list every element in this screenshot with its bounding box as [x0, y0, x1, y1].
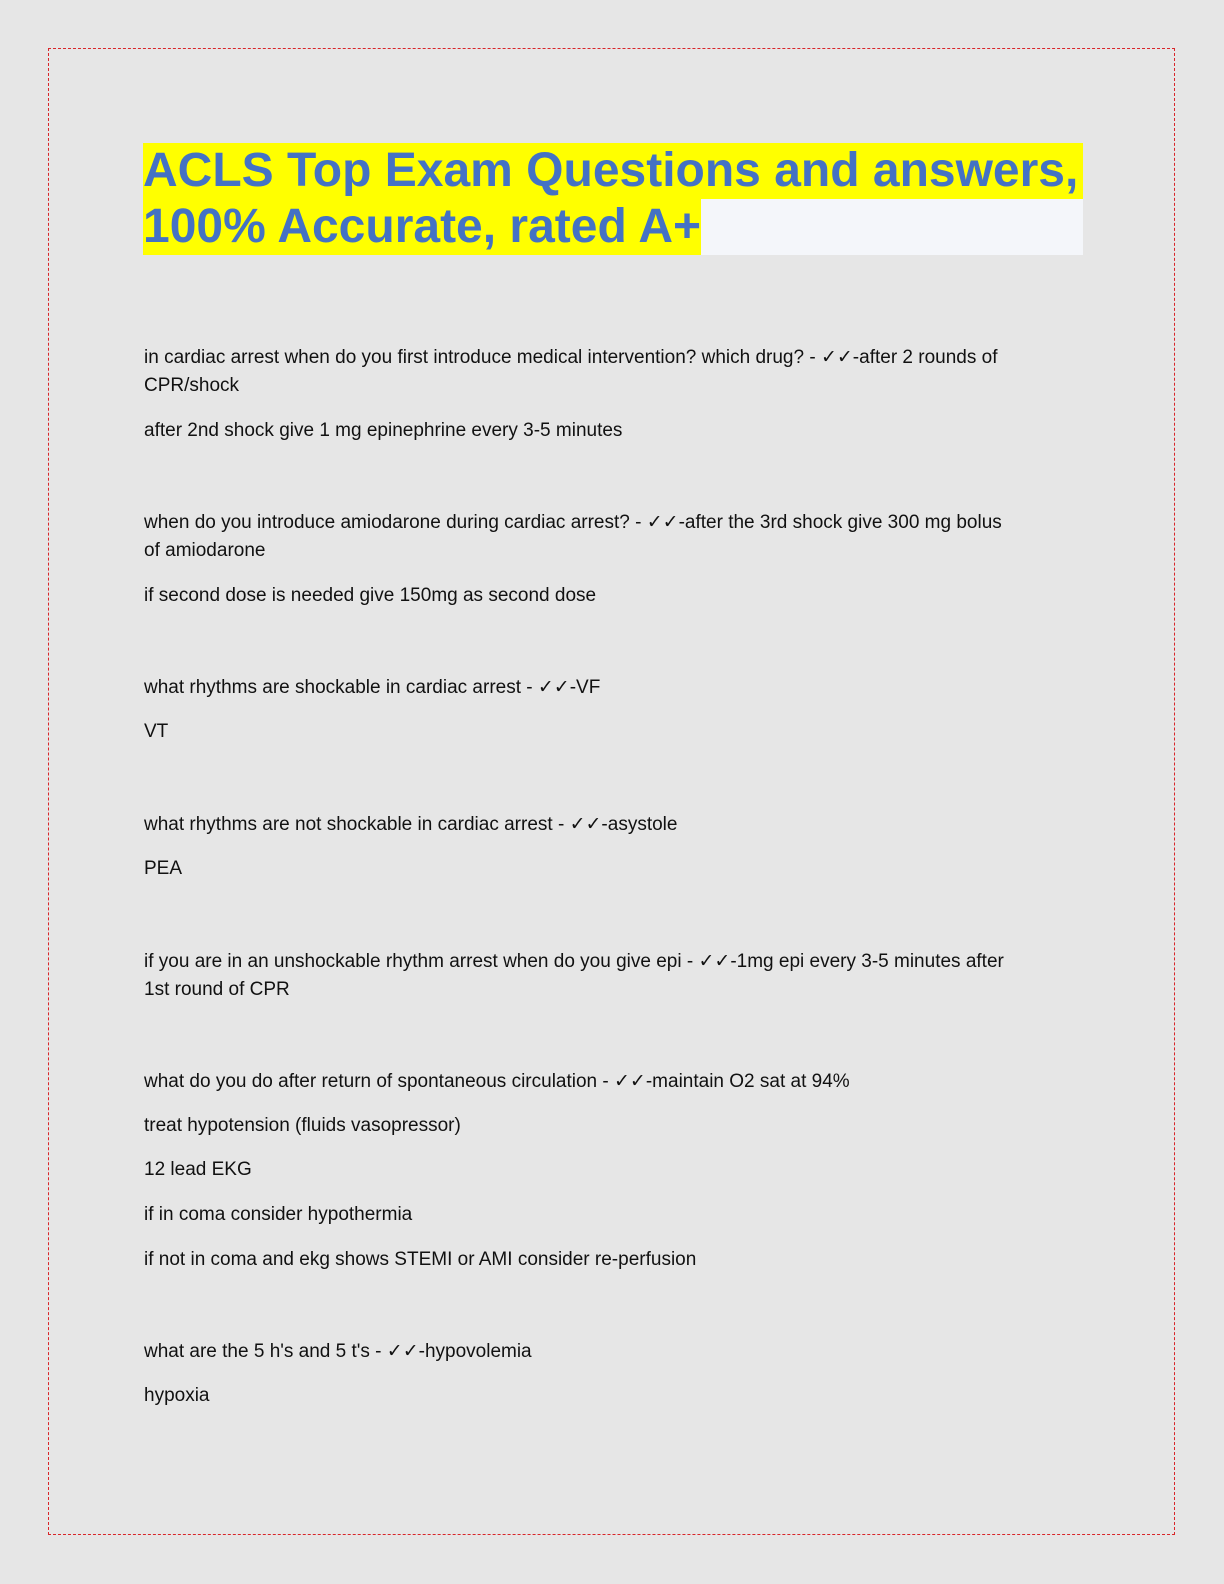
question-line: what rhythms are not shockable in cardiac arrest - ✓✓-asystole	[144, 813, 678, 835]
double-check-icon: ✓✓	[646, 511, 679, 533]
question-line: in cardiac arrest when do you first introduce medical intervention? which drug? - ✓✓-after 2 rounds of	[144, 346, 998, 368]
answer-line: if second dose is needed give 150mg as second dose	[144, 585, 597, 606]
answer-wrap-line: CPR/shock	[144, 375, 240, 396]
answer-line: if in coma consider hypothermia	[144, 1204, 413, 1225]
answer-line: hypoxia	[144, 1385, 210, 1406]
double-check-icon: ✓✓	[569, 813, 602, 835]
answer-wrap-line: 1st round of CPR	[144, 979, 290, 1000]
double-check-icon: ✓✓	[537, 676, 570, 698]
question-line: what rhythms are shockable in cardiac arrest - ✓✓-VF	[144, 676, 601, 698]
title-line-2: 100% Accurate, rated A+	[143, 200, 702, 253]
title-line-1: ACLS Top Exam Questions and answers,	[143, 143, 1083, 199]
question-line: when do you introduce amiodarone during cardiac arrest? - ✓✓-after the 3rd shock give 300 mg bolus	[144, 511, 1002, 533]
answer-line: VT	[144, 721, 169, 742]
question-line: if you are in an unshockable rhythm arrest when do you give epi - ✓✓-1mg epi every 3-5 minutes after	[144, 950, 1004, 972]
answer-line: if not in coma and ekg shows STEMI or AMI consider re-perfusion	[144, 1249, 697, 1270]
answer-wrap-line: of amiodarone	[144, 540, 266, 561]
answer-line: PEA	[144, 858, 183, 879]
double-check-icon: ✓✓	[698, 950, 731, 972]
question-line: what are the 5 h's and 5 t's - ✓✓-hypovolemia	[144, 1340, 532, 1362]
question-line: what do you do after return of spontaneous circulation - ✓✓-maintain O2 sat at 94%	[144, 1070, 850, 1092]
double-check-icon: ✓✓	[386, 1340, 419, 1362]
answer-line: 12 lead EKG	[144, 1159, 252, 1180]
document-title	[143, 143, 1083, 255]
answer-line: treat hypotension (fluids vasopressor)	[144, 1115, 461, 1136]
double-check-icon: ✓✓	[614, 1070, 646, 1092]
double-check-icon: ✓✓	[820, 346, 853, 368]
answer-line: after 2nd shock give 1 mg epinephrine every 3-5 minutes	[144, 420, 623, 441]
page-border	[48, 48, 1175, 1535]
